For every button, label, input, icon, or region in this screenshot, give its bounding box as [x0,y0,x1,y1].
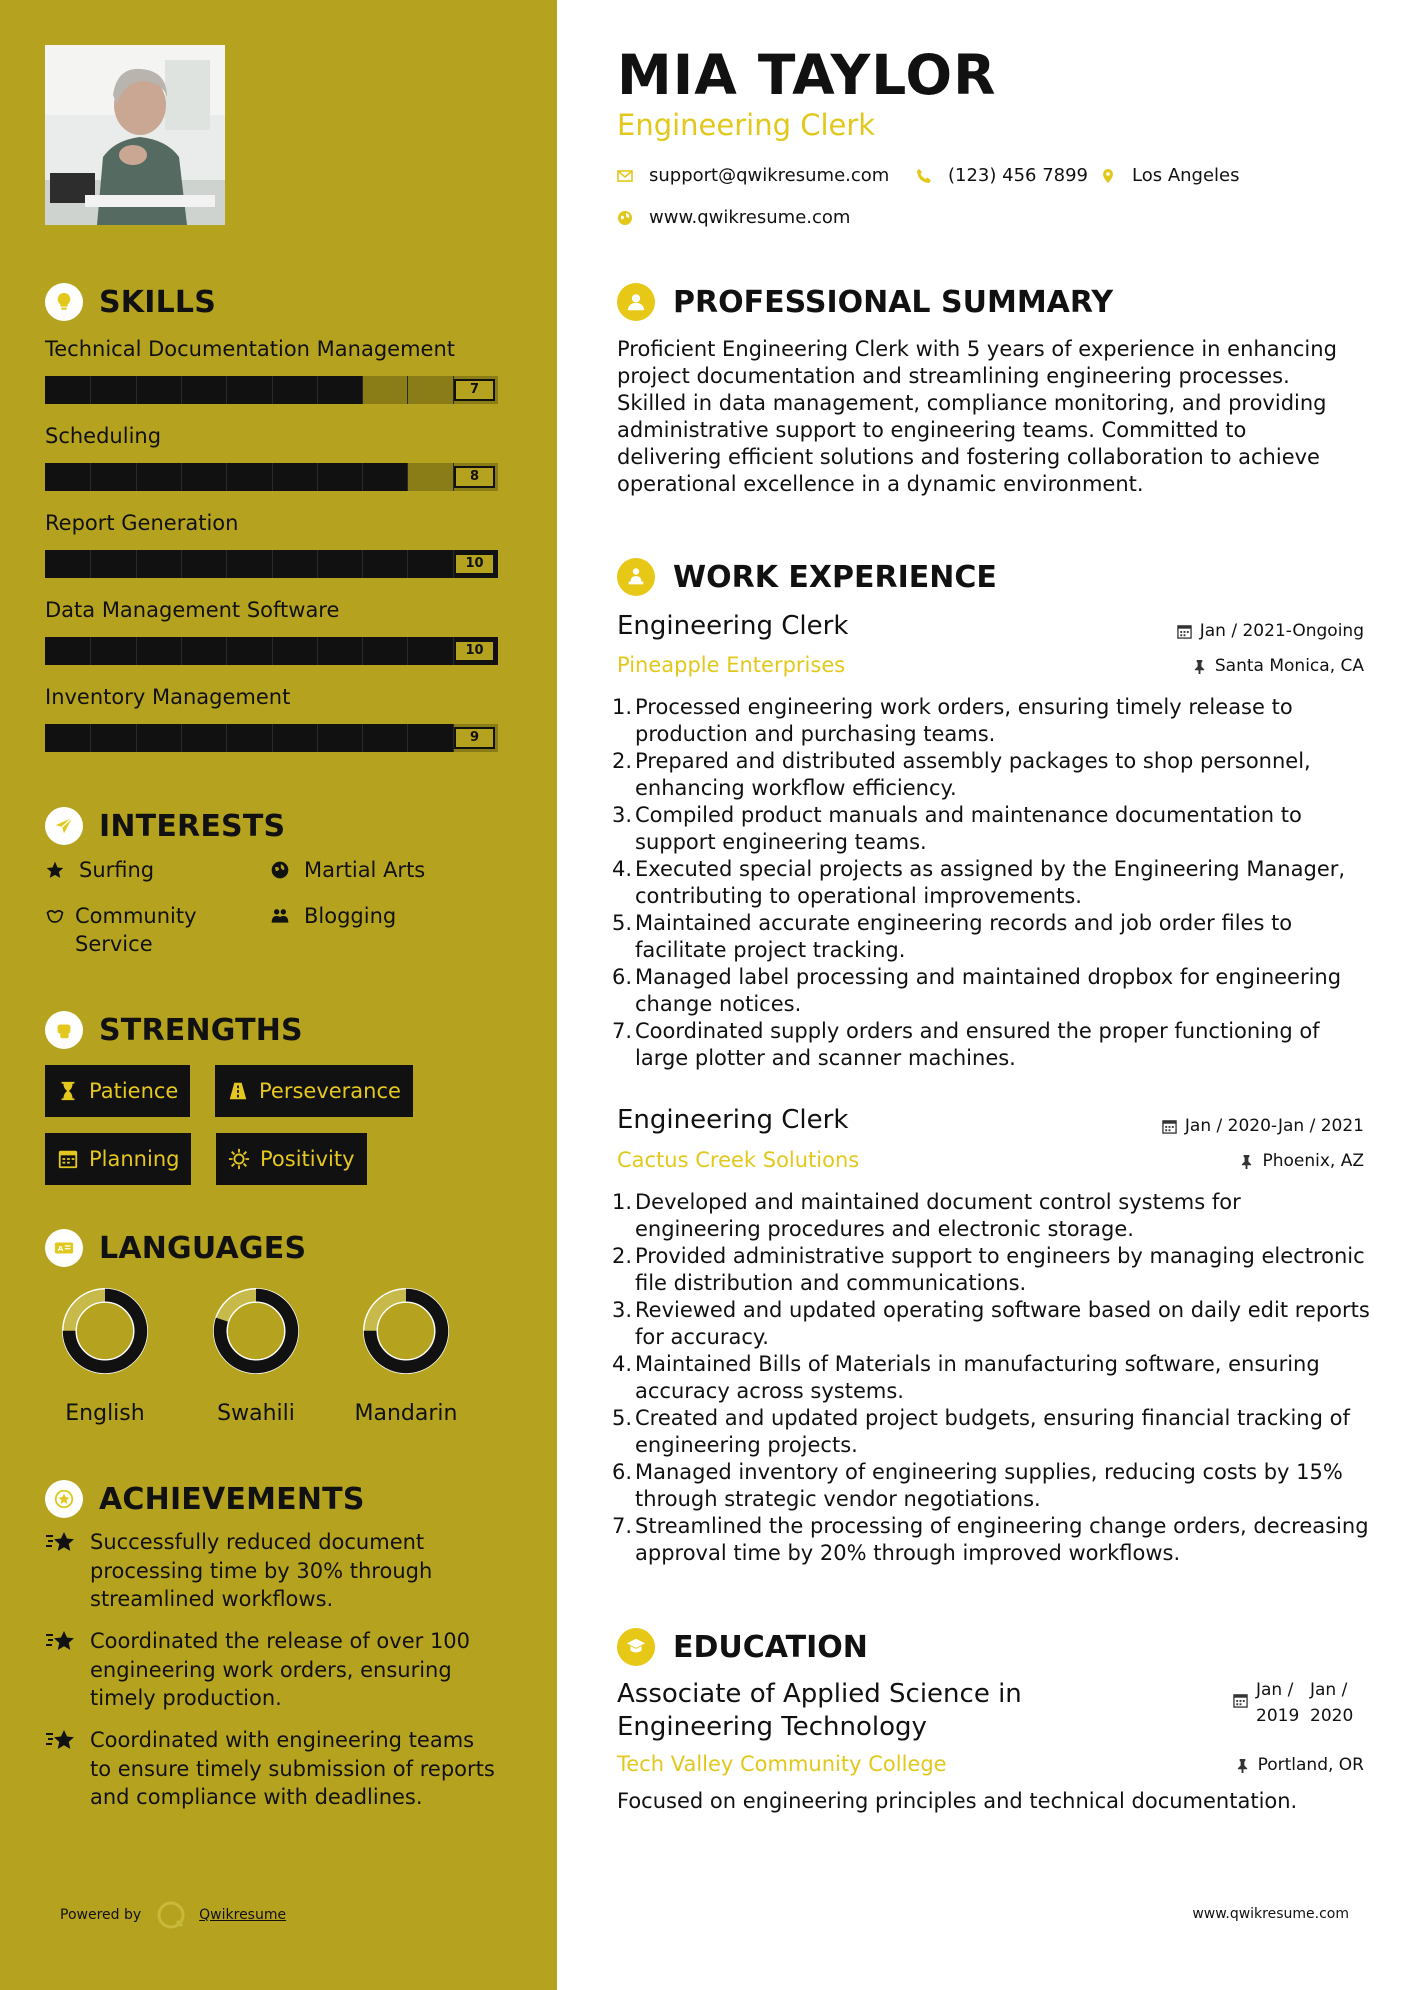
skill-bar-divider [272,376,273,404]
pushpin-icon [1239,1154,1254,1169]
paper-plane-icon [45,807,83,845]
shooting-star-icon [45,1627,79,1657]
candidate-title: Engineering Clerk [617,108,876,142]
skill-bar-divider [272,724,273,752]
road-icon [225,1078,251,1104]
skill-score: 10 [454,553,495,575]
interests-heading [45,807,285,845]
list-item: 6. Managed inventory of engineering supplies, reducing costs by 15% through strategic vendor negotiations. [612,1460,1343,1511]
presenter-icon [617,558,655,596]
bullet-text: Provided administrative support to engineers by managing electronic file distribution and communications. [635,1244,1365,1295]
hourglass-icon [55,1078,81,1104]
summary-title: PROFESSIONAL SUMMARY [673,284,1114,320]
language-ring-inner [227,1302,285,1360]
list-item: 1. Developed and maintained document control systems for engineering procedures and electronic storage. [612,1190,1241,1241]
graduate-icon [617,1628,655,1666]
education-location [1235,1755,1364,1775]
language-name: Swahili [217,1401,295,1426]
bullet-text: Managed inventory of engineering supplies, reducing costs by 15% through strategic vendor negotiations. [635,1460,1343,1511]
education-heading [617,1628,868,1666]
skill-bar-divider [226,376,227,404]
experience-heading [617,558,997,596]
job-dates-text: Jan / 2020-Jan / 2021 [1184,1116,1364,1136]
school-name: Tech Valley Community College [617,1752,947,1776]
fist-icon [45,1011,83,1049]
skill-bar-divider [181,724,182,752]
list-item: 2. Prepared and distributed assembly packages to shop personnel, enhancing workflow efficiency. [612,749,1311,800]
email-text: support@qwikresume.com [649,165,890,186]
bullet-text: Prepared and distributed assembly packages to shop personnel, enhancing workflow efficiency. [635,749,1311,800]
bullet-text: Managed label processing and maintained dropbox for engineering change notices. [635,965,1342,1016]
achievement-text: Coordinated with engineering teams to ensure timely submission of reports and compliance with deadlines. [90,1728,495,1809]
interest-item [270,856,425,884]
job-location [1192,656,1364,676]
contact-website[interactable] [617,207,850,228]
calendar-icon [55,1146,81,1172]
interest-item [270,902,396,930]
globe-icon [270,856,294,884]
skill-bar-divider [272,463,273,491]
skill-bar-divider [362,376,363,404]
skill-bar [45,463,498,491]
language-ring [208,1283,304,1379]
list-item: 1. Processed engineering work orders, ensuring timely release to production and purchasing teams. [612,695,1293,746]
degree-title: Associate of Applied Science in Engineering Technology [617,1679,1022,1742]
skill-score: 9 [454,727,495,749]
job-dates [1177,621,1364,641]
strengths-title: STRENGTHS [99,1012,303,1048]
skill-bar-divider [317,637,318,665]
interests-title: INTERESTS [99,808,286,844]
powered-by-text: Powered by [60,1907,142,1923]
skill-bar-divider [90,637,91,665]
skill-bar-divider [362,724,363,752]
skill-name: Report Generation [45,511,239,535]
skill-bar-divider [136,724,137,752]
languages-heading [45,1229,306,1267]
skill-name: Scheduling [45,424,162,448]
skill-name: Inventory Management [45,685,291,709]
calendar-icon [1162,1119,1177,1134]
skill-bar-divider [181,376,182,404]
education-end: Jan / 2020 [1310,1680,1354,1726]
interest-label: Blogging [304,904,397,928]
skill-bar-divider [136,637,137,665]
skill-score: 10 [454,640,495,662]
job-bullets [612,694,1372,1072]
language-ring-inner [76,1302,134,1360]
bullet-text: Reviewed and updated operating software based on daily edit reports for accuracy. [635,1298,1370,1349]
strength-badge [216,1133,367,1185]
language-item [30,1283,180,1426]
sun-icon [226,1146,252,1172]
map-pin-icon [1100,167,1118,185]
language-ring [358,1283,454,1379]
qwikresume-logo-icon [155,1899,187,1931]
skill-item [45,682,498,752]
calendar-icon [1177,624,1192,639]
shooting-star-icon [45,1726,79,1756]
candidate-name: MIA TAYLOR [617,43,997,107]
languages-title: LANGUAGES [99,1230,307,1266]
job-location [1239,1151,1364,1171]
bullet-text: Streamlined the processing of engineering change orders, decreasing approval time by 20% through improved workflows. [635,1514,1369,1565]
achievements-heading [45,1480,365,1518]
bullet-text: Compiled product manuals and maintenance documentation to support engineering teams. [635,803,1302,854]
skill-item [45,421,498,491]
globe-icon [617,209,635,227]
sidebar [0,0,557,1990]
phone-icon [916,167,934,185]
list-item: 4. Maintained Bills of Materials in manufacturing software, ensuring accuracy across systems. [612,1352,1320,1403]
skill-item [45,508,498,578]
strength-label: Planning [89,1147,180,1171]
skill-item [45,595,498,665]
skill-bar-divider [407,463,408,491]
language-name: English [65,1401,145,1426]
skill-score: 8 [454,466,495,488]
achievement-text: Coordinated the release of over 100 engineering work orders, ensuring timely production. [90,1629,471,1710]
education-start: Jan / 2019 [1256,1680,1300,1726]
job-title: Engineering Clerk [617,611,849,641]
bullet-text: Developed and maintained document control systems for engineering procedures and electronic storage. [635,1190,1241,1241]
qwikresume-link[interactable]: Qwikresume [199,1907,287,1923]
skill-bar-divider [407,637,408,665]
strength-badge [45,1133,191,1185]
achievement-item [45,1726,495,1812]
interest-label: Community Service [75,904,197,956]
user-icon [617,283,655,321]
skill-name: Technical Documentation Management [45,337,456,361]
education-description: Focused on engineering principles and technical documentation. [617,1789,1298,1813]
contact-location [1100,165,1240,186]
interest-label: Surfing [79,858,155,882]
skill-bar-divider [226,550,227,578]
bullet-text: Coordinated supply orders and ensured the proper functioning of large plotter and scanner machines. [635,1019,1320,1070]
bullet-text: Maintained accurate engineering records and job order files to facilitate project tracking. [635,911,1293,962]
phone-text: (123) 456 7899 [948,165,1089,186]
star-icon [45,856,69,884]
skill-bar-divider [317,724,318,752]
skill-bar-divider [90,724,91,752]
language-ring [57,1283,153,1379]
skill-bar-divider [362,550,363,578]
skill-name: Data Management Software [45,598,340,622]
education-location-text: Portland, OR [1257,1755,1364,1775]
language-name: Mandarin [354,1401,458,1426]
language-item [181,1283,331,1426]
summary-heading [617,283,1113,321]
bullet-text: Processed engineering work orders, ensuring timely release to production and purchasing teams. [635,695,1293,746]
skill-bar-divider [226,637,227,665]
skill-bar-divider [136,376,137,404]
list-item: 5. Created and updated project budgets, ensuring financial tracking of engineering projects. [612,1406,1350,1457]
skill-bar-divider [136,463,137,491]
skill-bar [45,376,498,404]
pushpin-icon [1192,659,1207,674]
powered-by [60,1899,286,1931]
bullet-text: Executed special projects as assigned by the Engineering Manager, contributing to operational improvements. [635,857,1346,908]
pushpin-icon [1235,1758,1250,1773]
profile-photo [45,45,225,225]
list-item: 3. Reviewed and updated operating software based on daily edit reports for accuracy. [612,1298,1370,1349]
skill-bar-divider [407,550,408,578]
list-item: 7. Coordinated supply orders and ensured the proper functioning of large plotter and scanner machines. [612,1019,1320,1070]
footer-url[interactable]: www.qwikresume.com [1192,1906,1349,1922]
list-item: 5. Maintained accurate engineering records and job order files to facilitate project tracking. [612,911,1293,962]
job-bullets [612,1189,1372,1567]
list-item: 6. Managed label processing and maintained dropbox for engineering change notices. [612,965,1342,1016]
list-item: 2. Provided administrative support to engineers by managing electronic file distribution and communications. [612,1244,1365,1295]
summary-text: Proficient Engineering Clerk with 5 years of experience in enhancing project documentation and streamlining engineering processes. Skilled in data management, compliance monitoring, and providing administrative support to engineering teams. Committed to delivering efficient solutions and fostering collaboration to achieve operational excellence in a dynamic environment. [617,337,1337,496]
experience-title: WORK EXPERIENCE [673,559,997,595]
language-item [331,1283,481,1426]
bullet-text: Maintained Bills of Materials in manufacturing software, ensuring accuracy across systems. [635,1352,1320,1403]
list-item: 7. Streamlined the processing of engineering change orders, decreasing approval time by 20% through improved workflows. [612,1514,1369,1565]
skill-score: 7 [454,379,495,401]
achievements-title: ACHIEVEMENTS [99,1481,365,1517]
skill-bar-divider [136,550,137,578]
skill-bar [45,637,498,665]
skill-bar-divider [272,550,273,578]
education-dates [1233,1677,1364,1729]
translate-icon [45,1229,83,1267]
achievement-item [45,1627,495,1713]
skill-bar-divider [317,550,318,578]
shooting-star-icon [45,1528,79,1558]
job-dates [1162,1116,1364,1136]
skills-heading [45,283,216,321]
skill-bar-divider [181,463,182,491]
skill-bar-divider [90,550,91,578]
strengths-heading [45,1011,303,1049]
calendar-icon [1233,1693,1248,1708]
skill-bar-divider [407,376,408,404]
skill-item [45,334,498,404]
skill-bar-divider [407,724,408,752]
achievement-text: Successfully reduced document processing time by 30% through streamlined workflows. [90,1530,433,1611]
list-item: 3. Compiled product manuals and maintenance documentation to support engineering teams. [612,803,1302,854]
strength-label: Perseverance [259,1079,401,1103]
strength-label: Positivity [260,1147,355,1171]
skill-bar [45,724,498,752]
skill-bar [45,550,498,578]
skill-bar-divider [317,376,318,404]
skill-bar-divider [181,550,182,578]
strength-badge [45,1065,190,1117]
skill-bar-divider [90,376,91,404]
achievement-item [45,1528,495,1614]
skill-bar-divider [272,637,273,665]
strength-label: Patience [89,1079,179,1103]
handshake-icon [45,902,65,930]
list-item: 4. Executed special projects as assigned by the Engineering Manager, contributing to operational improvements. [612,857,1346,908]
skill-bar-divider [317,463,318,491]
skill-bar-divider [181,637,182,665]
contact-phone[interactable] [916,165,1088,186]
skill-bar-divider [226,463,227,491]
bullet-text: Created and updated project budgets, ensuring financial tracking of engineering projects. [635,1406,1350,1457]
education-title: EDUCATION [673,1629,868,1665]
website-text: www.qwikresume.com [649,207,851,228]
interest-item [45,856,154,884]
skill-bar-divider [226,724,227,752]
job-company: Pineapple Enterprises [617,653,846,677]
skill-bar-divider [362,637,363,665]
award-star-icon [45,1480,83,1518]
language-ring-inner [377,1302,435,1360]
skills-title: SKILLS [99,284,217,320]
skill-bar-divider [90,463,91,491]
job-location-text: Phoenix, AZ [1262,1151,1364,1171]
svg-text:A: A [57,1244,64,1254]
contact-email[interactable] [617,165,889,186]
users-icon [270,902,294,930]
interest-label: Martial Arts [304,858,426,882]
envelope-icon [617,167,635,185]
location-text: Los Angeles [1132,165,1240,186]
job-dates-text: Jan / 2021-Ongoing [1199,621,1364,641]
lightbulb-icon [45,283,83,321]
interest-item [45,902,245,958]
strength-badge [215,1065,413,1117]
skill-bar-divider [362,463,363,491]
job-title: Engineering Clerk [617,1105,849,1135]
job-location-text: Santa Monica, CA [1214,656,1364,676]
job-company: Cactus Creek Solutions [617,1148,860,1172]
